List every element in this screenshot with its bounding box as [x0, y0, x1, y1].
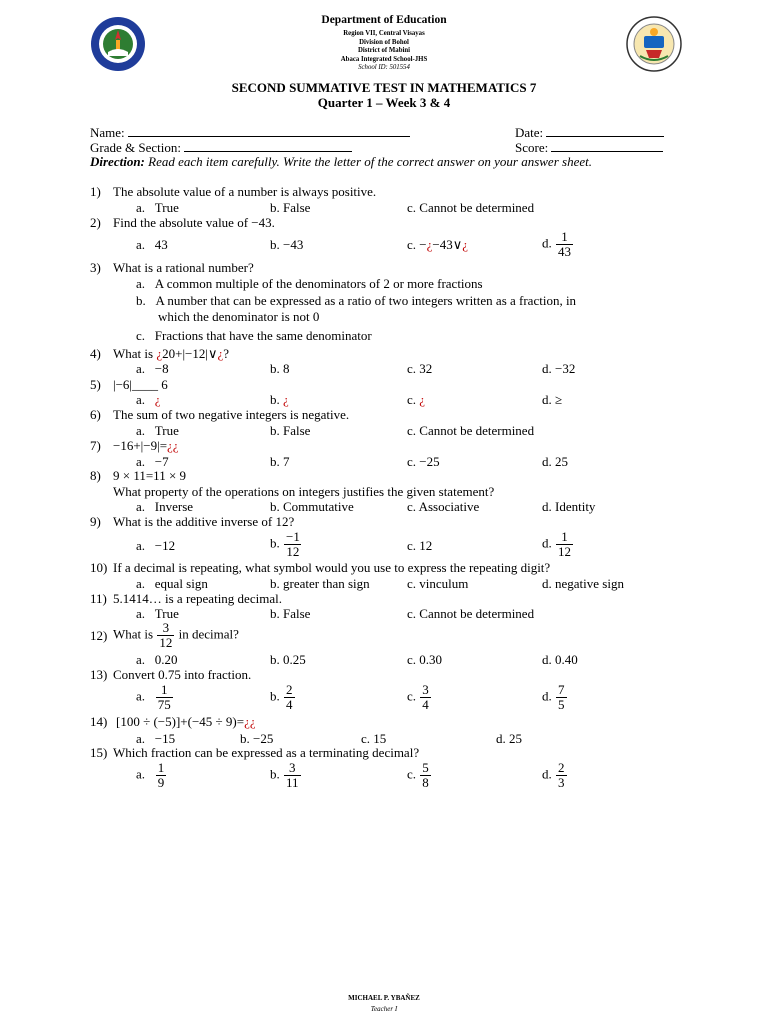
q5-option-a[interactable]: a. ¿ [136, 392, 161, 407]
q1-option-a[interactable]: a. True [136, 200, 179, 215]
q11-option-c[interactable]: c. Cannot be determined [407, 606, 535, 621]
q11-option-b[interactable]: b. False [270, 606, 311, 621]
q7-option-c[interactable]: c. −25 [407, 454, 440, 469]
question-9-text: What is the additive inverse of 12? [113, 514, 295, 529]
question-5-text: |−6|____ 6 [113, 377, 168, 392]
question-number: 6) [90, 407, 101, 422]
question-number: 10) [90, 560, 108, 575]
q2-option-c[interactable]: c. −¿−43∨¿ [407, 237, 469, 252]
q2-option-b[interactable]: b. −43 [270, 237, 304, 252]
question-number: 3) [90, 260, 101, 275]
q12-option-c[interactable]: c. 0.30 [407, 652, 443, 667]
q2-option-d[interactable]: d. $\frac{1}{43}$ [542, 229, 571, 259]
name-blank[interactable] [128, 124, 410, 137]
q5-option-c[interactable]: c. ¿ [407, 392, 426, 407]
q5-option-d[interactable]: d. ≥ [542, 392, 563, 407]
q15-option-d[interactable]: d. $\frac{2}{3}$ [542, 760, 565, 790]
test-subtitle: Quarter 1 – Week 3 & 4 [317, 95, 451, 110]
question-number: 8) [90, 468, 101, 483]
question-3-text: What is a rational number? [113, 260, 254, 275]
q10-option-c[interactable]: c. vinculum [407, 576, 469, 591]
question-12-text: What is $\frac{3}{12}$ in decimal? [113, 620, 239, 650]
grade-section-field[interactable] [90, 139, 352, 155]
q13-option-b[interactable]: b. $\frac{2}{4}$ [270, 682, 293, 712]
q9-option-c[interactable]: c. 12 [407, 538, 433, 553]
question-14-text: [100 ÷ (−5)]+(−45 ÷ 9)=¿¿ [116, 714, 256, 729]
q9-option-d[interactable]: d. $\frac{1}{12}$ [542, 529, 571, 559]
question-2-text: Find the absolute value of −43. [113, 215, 275, 230]
q13-option-d[interactable]: d. $\frac{7}{5}$ [542, 682, 565, 712]
date-label: Date: [515, 125, 544, 140]
question-15-text: Which fraction can be expressed as a terminating decimal? [113, 745, 420, 760]
q2-option-a[interactable]: a. 43 [136, 237, 168, 252]
test-title: SECOND SUMMATIVE TEST IN MATHEMATICS 7 [231, 80, 537, 95]
q10-option-a[interactable]: a. equal sign [136, 576, 208, 591]
question-1-text: The absolute value of a number is always positive. [113, 184, 377, 199]
question-10-text: If a decimal is repeating, what symbol would you use to express the repeating digit? [113, 560, 551, 575]
q5-option-b[interactable]: b. ¿ [270, 392, 289, 407]
name-label: Name: [90, 125, 125, 140]
question-13-text: Convert 0.75 into fraction. [113, 667, 252, 682]
q9-option-b[interactable]: b. $\frac{-1}{12}$ [270, 529, 300, 559]
school-id: School ID: 501554 [358, 64, 410, 71]
date-blank[interactable] [546, 124, 664, 137]
q4-option-d[interactable]: d. −32 [542, 361, 576, 376]
q3-option-a[interactable]: a. A common multiple of the denominators of 2 or more fractions [136, 276, 483, 291]
question-11-text: 5.1414… is a repeating decimal. [113, 591, 282, 606]
question-8-subtext: What property of the operations on integers justifies the given statement? [113, 484, 495, 499]
q7-option-a[interactable]: a. −7 [136, 454, 169, 469]
q3-option-b-continued: which the denominator is not 0 [158, 309, 320, 324]
question-number: 9) [90, 514, 101, 529]
direction-label: Direction: [90, 154, 145, 169]
q12-option-b[interactable]: b. 0.25 [270, 652, 306, 667]
q12-option-a[interactable]: a. 0.20 [136, 652, 178, 667]
direction-text: Read each item carefully. Write the letter of the correct answer on your answer sheet. [144, 154, 592, 169]
score-field[interactable] [515, 139, 663, 155]
q14-option-b[interactable]: b. −25 [240, 731, 274, 746]
q15-option-c[interactable]: c. $\frac{5}{8}$ [407, 760, 429, 790]
name-field[interactable] [90, 124, 410, 140]
question-number: 14) [90, 714, 108, 729]
school-name: Abaca Integrated School-JHS [340, 56, 428, 63]
question-number: 7) [90, 438, 101, 453]
question-number: 13) [90, 667, 108, 682]
q4-option-b[interactable]: b. 8 [270, 361, 290, 376]
q6-option-b[interactable]: b. False [270, 423, 311, 438]
q8-option-b[interactable]: b. Commutative [270, 499, 354, 514]
q8-option-c[interactable]: c. Associative [407, 499, 480, 514]
score-label: Score: [515, 140, 549, 155]
q6-option-c[interactable]: c. Cannot be determined [407, 423, 535, 438]
grade-section-blank[interactable] [184, 139, 352, 152]
q8-option-d[interactable]: d. Identity [542, 499, 596, 514]
question-8-text: 9 × 11=11 × 9 [113, 468, 187, 483]
question-number: 2) [90, 215, 101, 230]
q4-option-a[interactable]: a. −8 [136, 361, 169, 376]
teacher-role: Teacher I [370, 1005, 398, 1013]
q15-option-a[interactable]: a. $\frac{1}{9}$ [136, 760, 165, 790]
division: Division of Bohol [359, 39, 409, 46]
direction [90, 154, 592, 170]
question-number: 5) [90, 377, 101, 392]
question-number: 12) [90, 628, 108, 643]
q1-option-b[interactable]: b. False [270, 200, 311, 215]
q14-option-d[interactable]: d. 25 [496, 731, 522, 746]
question-4-text: What is ¿20+|−12|∨¿? [113, 346, 230, 361]
department-name: Department of Education [321, 14, 447, 26]
grade-section-label: Grade & Section: [90, 140, 181, 155]
q9-option-a[interactable]: a. −12 [136, 538, 176, 553]
q3-option-c[interactable]: c. Fractions that have the same denominator [136, 328, 372, 343]
q14-option-a[interactable]: a. −15 [136, 731, 176, 746]
score-blank[interactable] [551, 139, 663, 152]
question-number: 15) [90, 745, 108, 760]
q4-option-c[interactable]: c. 32 [407, 361, 433, 376]
q6-option-a[interactable]: a. True [136, 423, 179, 438]
q14-option-c[interactable]: c. 15 [361, 731, 387, 746]
region: Region VII, Central Visayas [343, 30, 425, 37]
district: District of Mabini [357, 47, 411, 54]
q15-option-b[interactable]: b. $\frac{3}{11}$ [270, 760, 299, 790]
question-number: 1) [90, 184, 101, 199]
q1-option-c[interactable]: c. Cannot be determined [407, 200, 535, 215]
q8-option-a[interactable]: a. Inverse [136, 499, 194, 514]
q13-option-c[interactable]: c. $\frac{3}{4}$ [407, 682, 429, 712]
question-number: 4) [90, 346, 101, 361]
teacher-name: MICHAEL P. YBAÑEZ [348, 994, 420, 1002]
q12-option-d[interactable]: d. 0.40 [542, 652, 578, 667]
question-7-text: −16+|−9|=¿¿ [113, 438, 179, 453]
question-6-text: The sum of two negative integers is negative. [113, 407, 350, 422]
date-field[interactable] [515, 124, 664, 140]
question-number: 11) [90, 591, 107, 606]
q7-option-d[interactable]: d. 25 [542, 454, 568, 469]
q10-option-b[interactable]: b. greater than sign [270, 576, 370, 591]
q7-option-b[interactable]: b. 7 [270, 454, 290, 469]
q13-option-a[interactable]: a. $\frac{1}{75}$ [136, 682, 171, 712]
q10-option-d[interactable]: d. negative sign [542, 576, 624, 591]
q11-option-a[interactable]: a. True [136, 606, 179, 621]
q3-option-b[interactable]: b. A number that can be expressed as a ratio of two integers written as a fraction, in [136, 293, 577, 308]
